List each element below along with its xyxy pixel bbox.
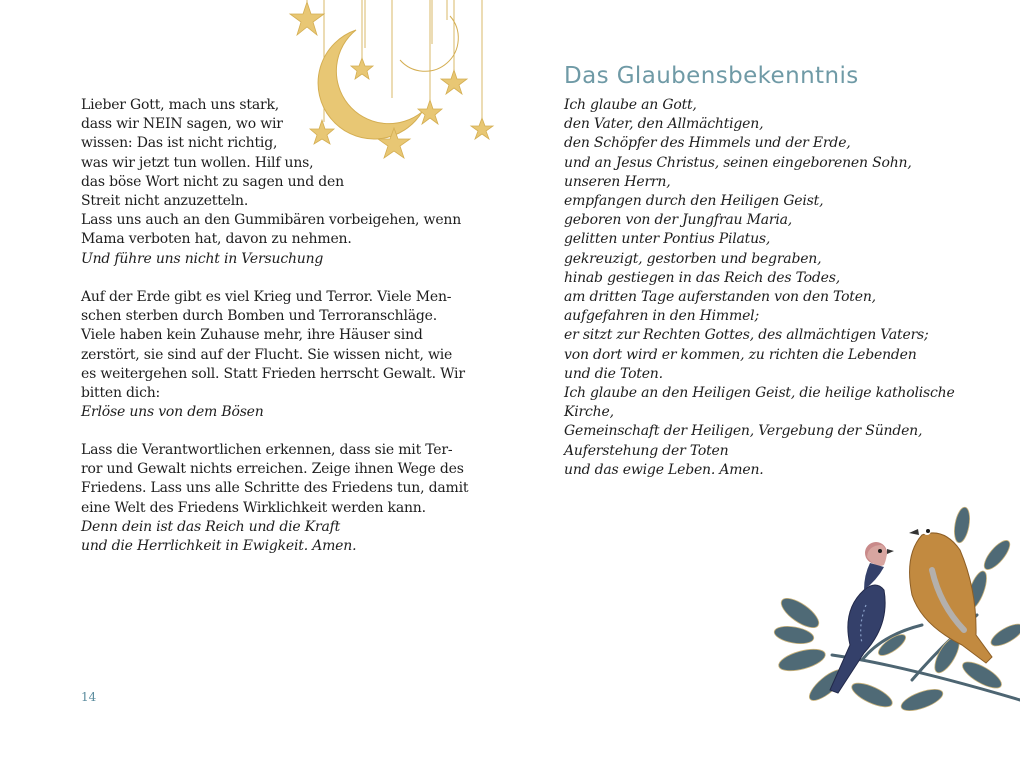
- text-line: Streit nicht anzuzetteln.: [81, 193, 249, 210]
- creed-line: er sitzt zur Rechten Gottes, des allmächtigen Vaters;: [564, 327, 929, 344]
- creed-line: hinab gestiegen in das Reich des Todes,: [564, 269, 840, 286]
- creed-line: Ich glaube an den Heiligen Geist, die heilige katholische: [564, 385, 955, 402]
- star-icon: [441, 70, 467, 94]
- star-icon: [351, 58, 373, 79]
- birds-on-branch-illustration: [772, 495, 1020, 720]
- creed-line: Gemeinschaft der Heiligen, Vergebung der Sünden,: [564, 423, 923, 440]
- text-line: Lieber Gott, mach uns stark,: [81, 97, 279, 113]
- creed-line: gelitten unter Pontius Pilatus,: [564, 231, 771, 248]
- creed-line: unseren Herrn,: [564, 173, 671, 190]
- creed-line: Auferstehung der Toten: [564, 442, 729, 459]
- text-line: Friedens. Lass uns alle Schritte des Friedens tun, damit: [81, 480, 469, 497]
- creed-line: gekreuzigt, gestorben und begraben,: [564, 250, 822, 267]
- text-line: Mama verboten hat, davon zu nehmen.: [81, 231, 352, 248]
- creed-line: und die Toten.: [564, 365, 663, 382]
- prayer-paragraph-3: [81, 441, 468, 556]
- creed-line: aufgefahren in den Himmel;: [564, 308, 759, 325]
- leaf-icon: [773, 506, 1020, 715]
- hanging-moons-stars-illustration: [282, 0, 497, 170]
- italic-prayer-line: Und führe uns nicht in Versuchung: [81, 250, 324, 267]
- text-line: Auf der Erde gibt es viel Krieg und Terror. Viele Men-: [81, 289, 452, 305]
- creed-line: empfangen durch den Heiligen Geist,: [564, 193, 824, 210]
- italic-prayer-line: und die Herrlichkeit in Ewigkeit. Amen.: [81, 538, 357, 555]
- creed-line: geboren von der Jungfrau Maria,: [564, 212, 793, 229]
- creed-line: den Schöpfer des Himmels und der Erde,: [564, 135, 851, 152]
- crescent-moon-icon: [318, 30, 422, 139]
- creed-line: und das ewige Leben. Amen.: [564, 461, 764, 478]
- text-line: zerstört, sie sind auf der Flucht. Sie wissen nicht, wie: [81, 346, 453, 363]
- italic-prayer-line: Erlöse uns von dem Bösen: [81, 404, 264, 421]
- star-icon: [418, 100, 442, 124]
- text-line: dass wir NEIN sagen, wo wir: [81, 116, 283, 133]
- text-line: was wir jetzt tun wollen. Hilf uns,: [81, 154, 314, 171]
- page-number: 14: [81, 690, 97, 704]
- text-line: es weitergehen soll. Statt Frieden herrscht Gewalt. Wir: [81, 365, 465, 382]
- creed-line: am dritten Tage auferstanden von den Toten,: [564, 289, 876, 306]
- blue-bird-icon: [830, 542, 894, 693]
- text-line: eine Welt des Friedens Wirklichkeit werden kann.: [81, 499, 426, 516]
- creed-line: und an Jesus Christus, seinen eingeborenen Sohn,: [564, 154, 912, 171]
- text-line: ror und Gewalt nichts erreichen. Zeige ihnen Wege des: [81, 461, 464, 478]
- creed-title: Das Glaubensbekenntnis: [564, 63, 859, 89]
- creed-line: den Vater, den Allmächtigen,: [564, 116, 764, 133]
- creed-line: Ich glaube an Gott,: [564, 97, 697, 113]
- text-line: Viele haben kein Zuhause mehr, ihre Häuser sind: [81, 327, 423, 344]
- text-line: bitten dich:: [81, 385, 161, 402]
- star-icon: [471, 118, 493, 139]
- prayer-paragraph-2: [81, 288, 465, 422]
- star-icon: [290, 2, 324, 35]
- star-icon: [310, 120, 334, 144]
- text-line: Lass die Verantwortlichen erkennen, dass sie mit Ter-: [81, 442, 453, 458]
- text-line: das böse Wort nicht zu sagen und den: [81, 173, 344, 190]
- creed-line: Kirche,: [564, 404, 614, 421]
- text-line: schen sterben durch Bomben und Terroranschläge.: [81, 308, 437, 325]
- creed-line: von dort wird er kommen, zu richten die Lebenden: [564, 346, 917, 363]
- crescent-moon-icon: [400, 16, 458, 71]
- creed-text: [564, 96, 955, 480]
- text-line: Lass uns auch an den Gummibären vorbeigehen, wenn: [81, 212, 462, 229]
- italic-prayer-line: Denn dein ist das Reich und die Kraft: [81, 518, 341, 535]
- text-line: wissen: Das ist nicht richtig,: [81, 135, 278, 152]
